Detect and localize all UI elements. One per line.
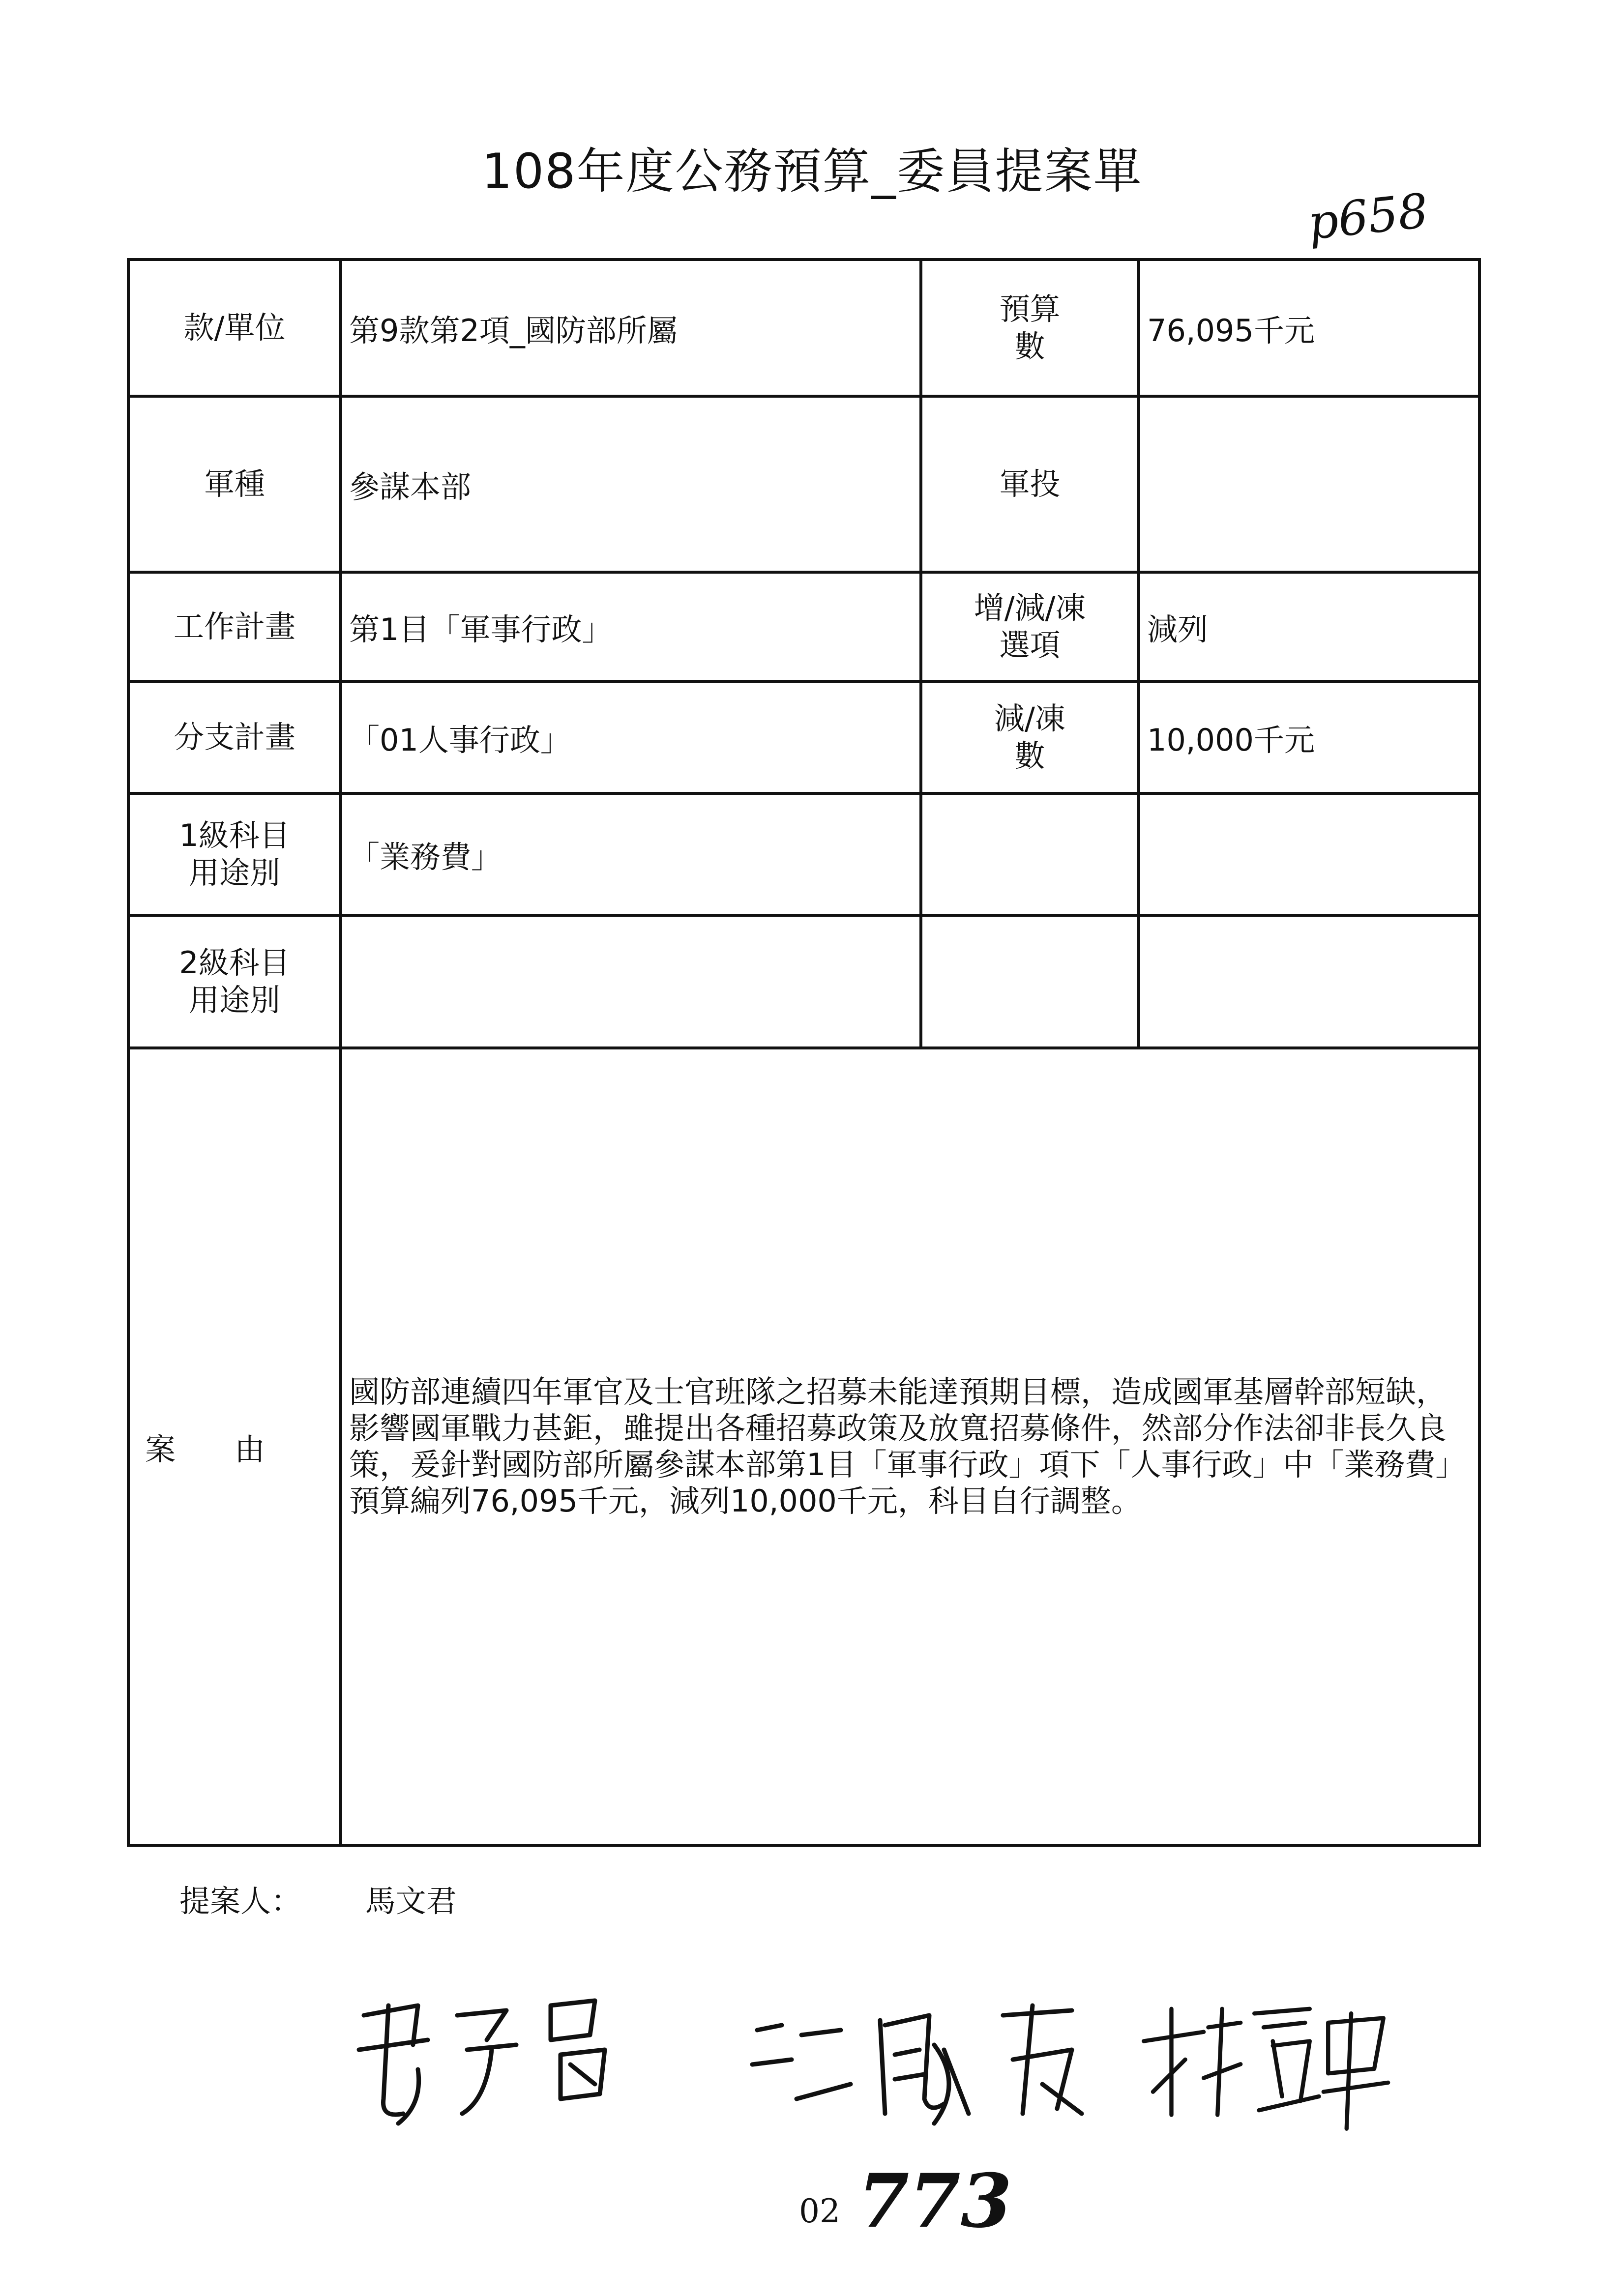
field-label: 1級科目 用途別 <box>128 793 341 915</box>
form-row <box>128 572 1479 681</box>
form-row <box>128 793 1479 915</box>
field-label: 工作計畫 <box>128 572 341 681</box>
field-label: 預算 數 <box>921 260 1139 396</box>
handwritten-page-number: 773 <box>858 2158 1012 2244</box>
field-label: 減/凍 數 <box>921 681 1139 793</box>
field-value: 第9款第2項_國防部所屬 <box>341 260 921 396</box>
reason-label <box>128 1048 341 1845</box>
field-label: 2級科目 用途別 <box>128 915 341 1048</box>
handwritten-page-note: p658 <box>1305 183 1431 251</box>
field-value <box>341 915 921 1048</box>
form-row <box>128 260 1479 396</box>
field-label: 分支計畫 <box>128 681 341 793</box>
form-title: 108年度公務預算_委員提案單 <box>481 144 1143 200</box>
proposer-label: 提案人： <box>179 1883 302 1919</box>
field-value: 「業務費」 <box>341 793 921 915</box>
field-label: 款/單位 <box>128 260 341 396</box>
form-row <box>128 681 1479 793</box>
field-label: 增/減/凍 選項 <box>921 572 1139 681</box>
field-label: 軍種 <box>128 396 341 572</box>
field-value: 10,000千元 <box>1139 681 1479 793</box>
reason-row <box>128 1048 1479 1845</box>
signature-3 <box>1126 1986 1401 2133</box>
field-value: 「01人事行政」 <box>341 681 921 793</box>
signature-2 <box>738 1986 1092 2133</box>
field-value: 參謀本部 <box>341 396 921 572</box>
field-value: 第1目「軍事行政」 <box>341 572 921 681</box>
field-value <box>1139 915 1479 1048</box>
form-row <box>128 396 1479 572</box>
field-label <box>921 793 1139 915</box>
reason-label-text: 案由 <box>145 1431 324 1467</box>
field-value: 76,095千元 <box>1139 260 1479 396</box>
field-value: 減列 <box>1139 572 1479 681</box>
field-label <box>921 915 1139 1048</box>
reason-text: 國防部連續四年軍官及士官班隊之招募未能達預期目標，造成國軍基層幹部短缺，影響國軍戰力甚鉅，雖提出各種招募政策及放寬招募條件，然部分作法卻非長久良策，爰針對國防部所屬參謀本部第1目「軍事行政」項下「人事行政」中「業務費」預算編列76,095千元，減列10,000千元，科目自行調整。 <box>341 1048 1479 1845</box>
signature-1 <box>344 1986 620 2133</box>
field-label: 軍投 <box>921 396 1139 572</box>
footer-code: 02 <box>799 2192 840 2230</box>
proposer-name: 馬文君 <box>365 1883 457 1919</box>
proposer-line <box>179 1877 457 1920</box>
field-value <box>1139 396 1479 572</box>
form-row <box>128 915 1479 1048</box>
proposal-form-table <box>127 258 1481 1847</box>
field-value <box>1139 793 1479 915</box>
